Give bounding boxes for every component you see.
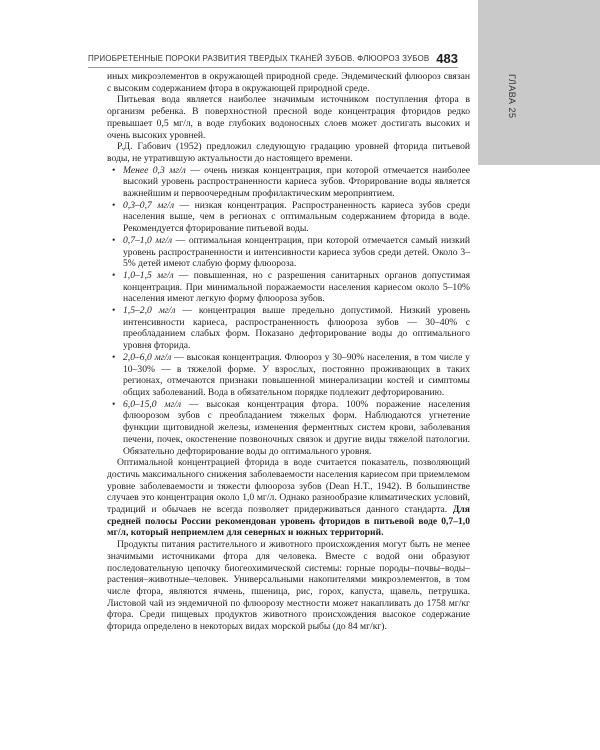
level-term: 1,0–1,5 мг/л (123, 269, 174, 281)
level-text: — низкая концентрация. Распространенность кариеса зубов среди населения выше, чем в регионах с оптимальным содержанием фторида в воде. Рекомендуется фторирование питьевой воды. (123, 199, 470, 235)
level-term: 0,3–0,7 мг/л (123, 199, 175, 211)
header-rule (88, 67, 458, 68)
list-item (107, 235, 470, 270)
bullet-icon: • (112, 164, 116, 176)
fluoride-levels-list (107, 165, 470, 458)
bullet-icon: • (112, 351, 116, 363)
list-item (107, 200, 470, 235)
bullet-icon: • (112, 305, 116, 317)
level-term: 6,0–15,0 мг/л (123, 398, 182, 410)
running-header (88, 50, 478, 70)
level-text: — очень низкая концентрация, при которой отмечается наиболее высокий уровень распространенности кариеса зубов. Фторирование воды является важнейшим и первоочередным профилактическим мероприятием. (123, 164, 470, 200)
list-item (107, 270, 470, 305)
level-term: 0,7–1,0 мг/л (123, 234, 173, 246)
paragraph-continuation: иных микроэлементов в окружающей природной среде. Эндемический флюороз связан с высоким содержанием фтора в окружающей природной среде. (107, 71, 470, 94)
level-text: — оптимальная концентрация, при которой отмечается самый низкий уровень распространенности и интенсивности кариеса зубов среди детей. Около 3–5% детей имеют слабую форму флюороза. (123, 234, 470, 270)
paragraph-optimal-concentration (107, 457, 470, 539)
level-term: 1,5–2,0 мг/л (123, 305, 176, 317)
bullet-icon: • (112, 269, 116, 281)
list-item (107, 399, 470, 458)
page-number: 483 (436, 51, 458, 66)
optimal-text: Оптимальной концентрацией фторида в воде считается показатель, позволяющий достичь максимального снижения заболеваемости населения кариесом при приемлемом уровне заболеваемости и тяжести флюороза зубов (Dean H.T., 1942). В большинстве случаев это концентрация около 1,0 мг/л. Однако разнообразие климатических условий, традиций и обычаев не всегда позволяет придерживаться данного стандарта. (107, 457, 470, 516)
chapter-label: ГЛАВА 25 (507, 74, 517, 119)
bullet-icon: • (112, 398, 116, 410)
level-term: 2,0–6,0 мг/л (123, 351, 172, 363)
header-title: ПРИОБРЕТЕННЫЕ ПОРОКИ РАЗВИТИЯ ТВЕРДЫХ ТКАНЕЙ ЗУБОВ. ФЛЮОРОЗ ЗУБОВ (88, 54, 430, 63)
bullet-icon: • (112, 234, 116, 246)
level-text: — концентрация выше предельно допустимой. Низкий уровень интенсивности кариеса, распространенность флюороза зубов — 30–40% с преобладанием слабых форм. Показано дефторирование воды до оптимального уровня фторида. (123, 305, 470, 352)
list-item (107, 352, 470, 399)
level-text: — высокая концентрация. Флюороз у 30–90% населения, в том числе у 10–30% — в тяжелой форме. У взрослых, постоянно проживающих в таких регионах, отмечаются признаки повышенной минерализации костей и симптомы общих заболеваний. Вода в обязательном порядке подлежит дефторированию. (123, 351, 470, 398)
level-text: — высокая концентрация фтора. 100% поражение населения флюорозом зубов с преобладанием тяжелых форм. Наблюдаются угнетение функции щитовидной железы, изменения ферментных систем крови, заболевания печени, почек, окостенение позвоночных связок и другие виды тяжелой патологии. Обязательно дефторирование воды до оптимального уровня. (123, 398, 470, 457)
chapter-side-tab (478, 0, 600, 165)
bullet-icon: • (112, 199, 116, 211)
paragraph-gabovich: Р.Д. Габович (1952) предложил следующую градацию уровней фторида питьевой воды, не утратившую актуальности до настоящего времени. (107, 141, 470, 164)
paragraph-food-sources: Продукты питания растительного и животного происхождения могут быть не менее значимыми источниками фтора для человека. Вместе с водой они образуют последовательную цепочку биогеохимической системы: горные породы–почвы–воды–растения–животные–человек. Универсальными накопителями микроэлементов, в том числе фтора, являются ячмень, пшеница, рис, горох, капуста, щавель, петрушка. Листовой чай из эндемичной по флюорозу местности может накапливать до 1758 мг/кг фтора. Среди пищевых продуктов животного происхождения высокое содержание фторида определено в некоторых видах морской рыбы (до 84 мг/кг). (107, 539, 470, 633)
paragraph-drinking-water: Питьевая вода является наиболее значимым источником поступления фтора в организм ребенка. В поверхностной пресной воде концентрация фторидов редко превышает 0,5 мг/л, в воде глубоких водоносных слоев может достигать высоких и очень высоких уровней. (107, 94, 470, 141)
page-body (107, 71, 470, 633)
recommendation-bold: Для средней полосы России рекомендован уровень фторидов в питьевой воде 0,7–1,0 мг/л, который неприемлем для северных и южных территорий. (107, 504, 470, 539)
level-text: — повышенная, но с разрешения санитарных органов допустимая концентрация. При минимальной поражаемости населения кариесом около 5–10% населения имеют легкую форму флюороза зубов. (123, 269, 470, 305)
list-item (107, 165, 470, 200)
list-item (107, 305, 470, 352)
level-term: Менее 0,3 мг/л (123, 164, 186, 176)
